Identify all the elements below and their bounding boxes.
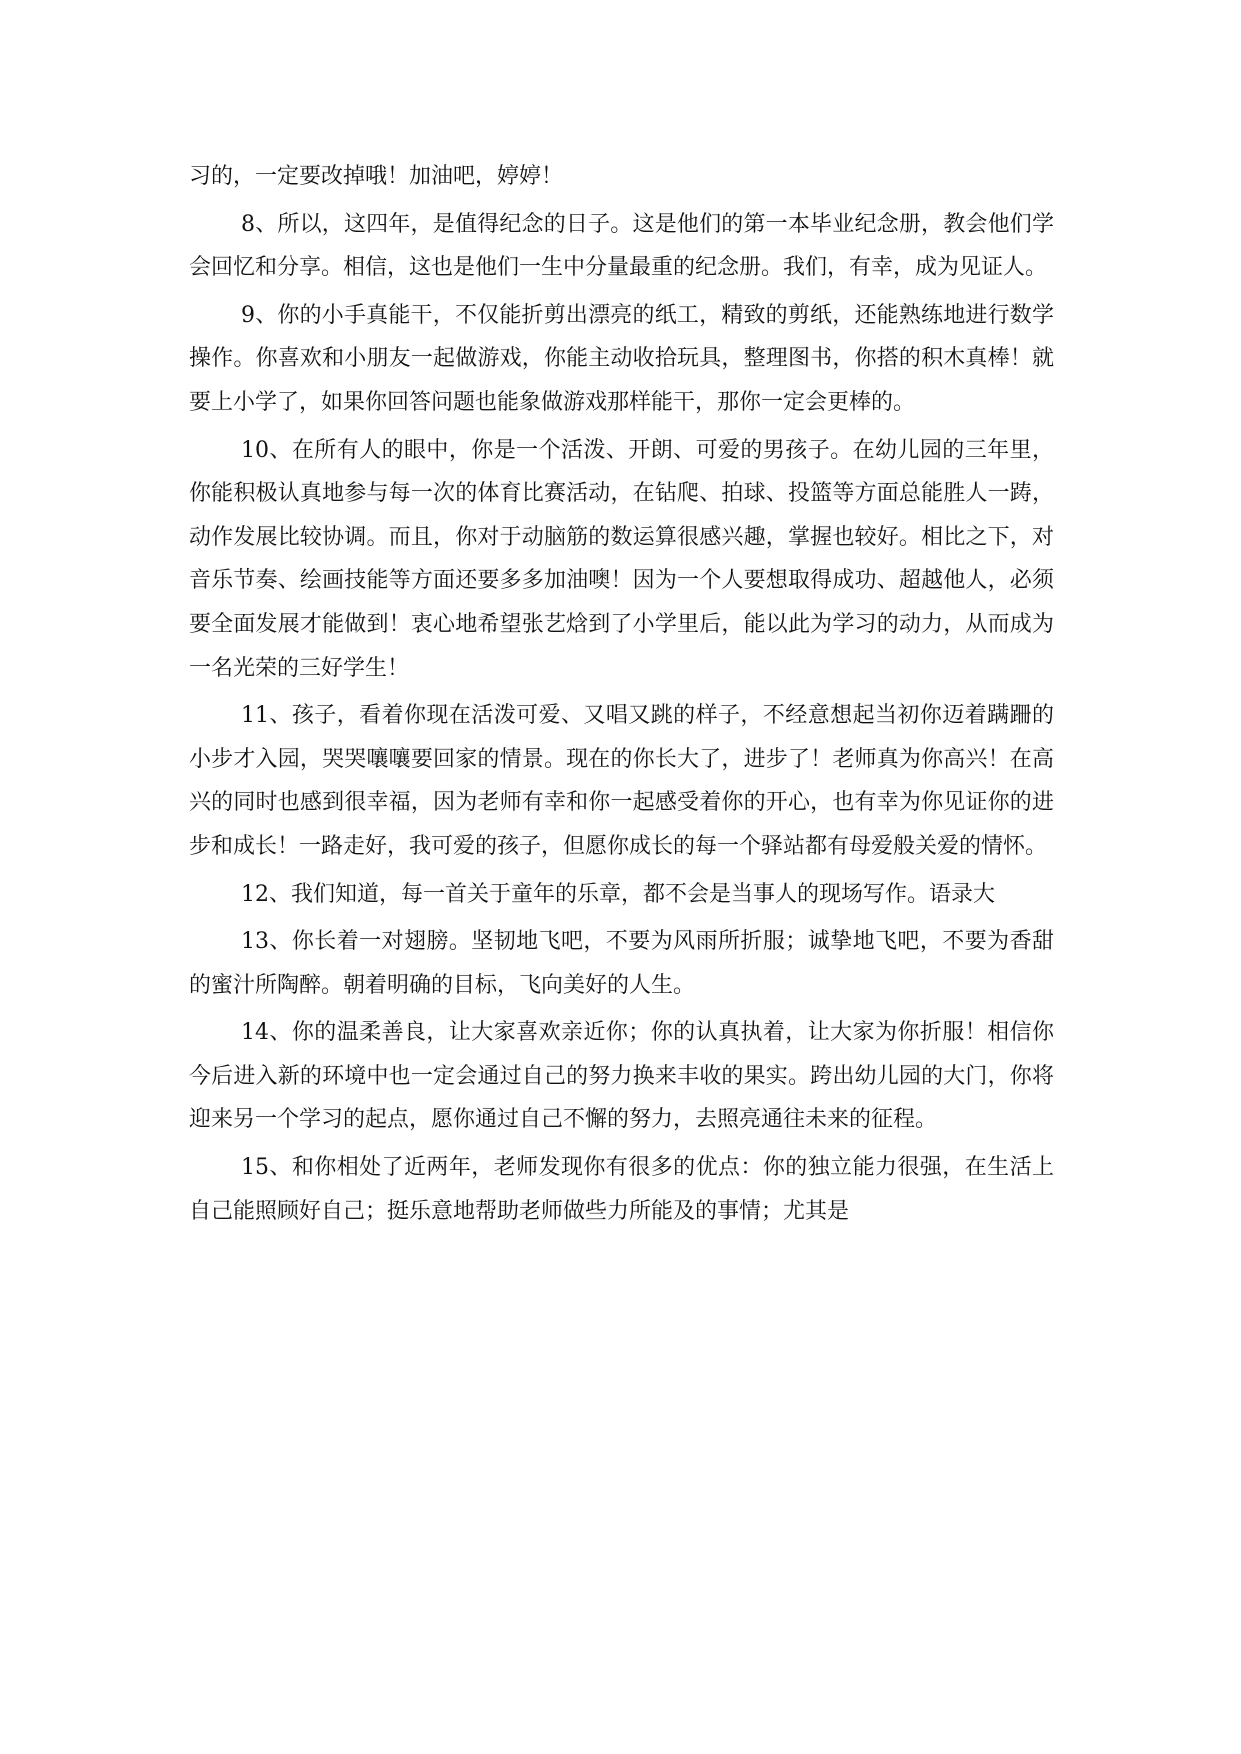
document-body: [189, 155, 1054, 1233]
paragraph-7-continuation: 习的，一定要改掉哦！加油吧，婷婷！: [189, 164, 564, 189]
paragraph-13: 13、你长着一对翅膀。坚韧地飞吧，不要为风雨所折服；诚挚地飞吧，不要为香甜的蜜汁所陶醉。朝着明确的目标，飞向美好的人生。: [189, 929, 1054, 998]
paragraph-11: 11、孩子，看着你现在活泼可爱、又唱又跳的样子，不经意想起当初你迈着蹒跚的小步才入园，哭哭嚷嚷要回家的情景。现在的你长大了，进步了！老师真为你高兴！在高兴的同时也感到很幸福，因为老师有幸和你一起感受着你的开心，也有幸为你见证你的进步和成长！一路走好，我可爱的孩子，但愿你成长的每一个驿站都有母爱般关爱的情怀。: [189, 703, 1054, 859]
paragraph-14: 14、你的温柔善良，让大家喜欢亲近你；你的认真执着，让大家为你折服！相信你今后进入新的环境中也一定会通过自己的努力换来丰收的果实。跨出幼儿园的大门，你将迎来另一个学习的起点，愿你通过自己不懈的努力，去照亮通往未来的征程。: [189, 1020, 1054, 1133]
paragraph-15: 15、和你相处了近两年，老师发现你有很多的优点：你的独立能力很强，在生活上自己能照顾好自己；挺乐意地帮助老师做些力所能及的事情；尤其是: [189, 1155, 1054, 1224]
paragraph-10: 10、在所有人的眼中，你是一个活泼、开朗、可爱的男孩子。在幼儿园的三年里，你能积极认真地参与每一次的体育比赛活动，在钻爬、拍球、投篮等方面总能胜人一踌，动作发展比较协调。而且，你对于动脑筋的数运算很感兴趣，掌握也较好。相比之下，对音乐节奏、绘画技能等方面还要多多加油噢！因为一个人要想取得成功、超越他人，必须要全面发展才能做到！衷心地希望张艺焓到了小学里后，能以此为学习的动力，从而成为一名光荣的三好学生！: [189, 437, 1054, 681]
paragraph-9: 9、你的小手真能干，不仅能折剪出漂亮的纸工，精致的剪纸，还能熟练地进行数学操作。你喜欢和小朋友一起做游戏，你能主动收拾玩具，整理图书，你搭的积木真棒！就要上小学了，如果你回答问题也能象做游戏那样能干，那你一定会更棒的。: [189, 302, 1054, 415]
paragraph-12: 12、我们知道，每一首关于童年的乐章，都不会是当事人的现场写作。语录大: [241, 881, 995, 907]
paragraph-8: 8、所以，这四年，是值得纪念的日子。这是他们的第一本毕业纪念册，教会他们学会回忆和分享。相信，这也是他们一生中分量最重的纪念册。我们，有幸，成为见证人。: [189, 211, 1054, 281]
